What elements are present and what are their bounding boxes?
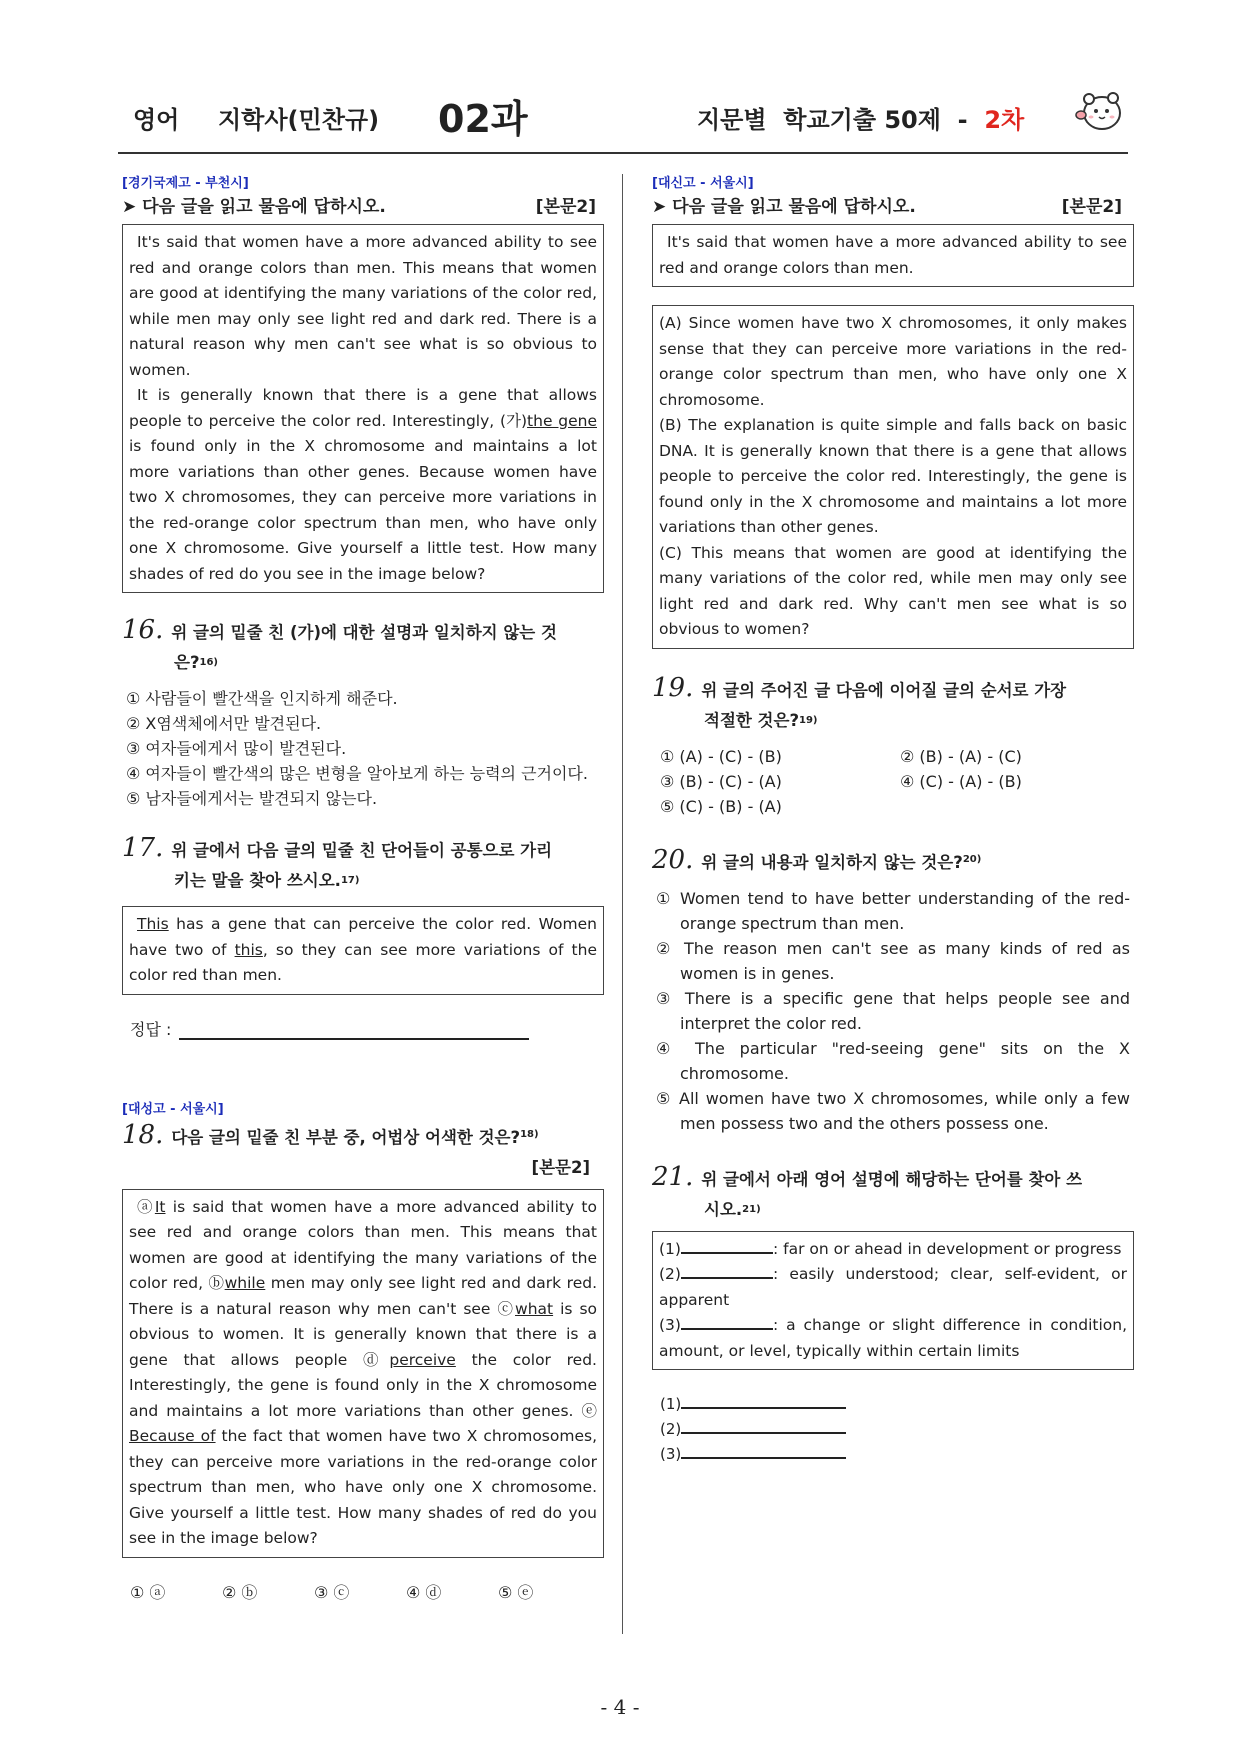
passage-paragraph-c: (C) This means that women are good at identifying the many variations of the color red, while men may only see light red and dark red. Why can't men see what is so obvious to women? bbox=[659, 543, 1127, 638]
answer-line bbox=[660, 1392, 1134, 1417]
footnote-ref: 19) bbox=[799, 714, 818, 726]
section-tag-row bbox=[122, 1153, 590, 1183]
question-text: 다음 글의 밑줄 친 부분 중, 어법상 어색한 것은? bbox=[171, 1127, 521, 1147]
options-19 bbox=[652, 744, 1134, 819]
instruction bbox=[652, 190, 1134, 218]
definition-text: : a change or slight difference in condition, amount, or level, typically within certain limits bbox=[659, 1316, 1127, 1360]
option[interactable]: ① ⓐ bbox=[130, 1582, 166, 1602]
question-text: 위 글의 밑줄 친 (가)에 대한 설명과 일치하지 않는 것 bbox=[171, 623, 557, 642]
underlined-word: perceive bbox=[389, 1350, 456, 1369]
answer-blank[interactable] bbox=[681, 1418, 846, 1434]
prompt-box bbox=[122, 906, 604, 995]
underlined-word: It bbox=[154, 1197, 166, 1216]
option[interactable]: ③ ⓒ bbox=[314, 1582, 350, 1602]
text-segment: the fact that women have two X chromosomes, they can perceive more variations in the red-orange color spectrum than men, who have only one X chromosome. Give yourself a little test. How many shades of red do you see in the image below? bbox=[129, 1427, 597, 1547]
definition-label: (1) bbox=[659, 1239, 681, 1258]
question-number: 20. bbox=[652, 844, 694, 875]
option[interactable]: ④ (C) - (A) - (B) bbox=[900, 771, 1022, 791]
passage-box bbox=[122, 1189, 604, 1558]
underlined-word: while bbox=[224, 1274, 266, 1292]
footnote-ref: 20) bbox=[962, 853, 982, 865]
definition-blank[interactable] bbox=[681, 1314, 773, 1330]
option[interactable]: ④ 여자들이 빨간색의 많은 변형을 알아보게 하는 능력의 근거이다. bbox=[126, 764, 588, 783]
text-segment: , so they can see more variations of the color red than men. bbox=[129, 940, 597, 984]
footnote-ref: 16) bbox=[199, 657, 219, 668]
question-text: 시오. bbox=[704, 1199, 743, 1219]
footnote-ref: 17) bbox=[340, 875, 360, 886]
passage-paragraph-a: (A) Since women have two X chromosomes, it only makes sense that they can perceive more variations in the red-orange color spectrum than men, who have only one X chromosome. bbox=[659, 314, 1127, 409]
option[interactable]: ② ⓑ bbox=[222, 1582, 258, 1602]
textbook-label: 지학사(민찬규) bbox=[218, 106, 380, 134]
text-segment: the color red. Interestingly, the gene is found only in the X chromosome and maintains a lot more variations than other genes. ⓔ bbox=[129, 1350, 597, 1420]
footnote-ref: 21) bbox=[742, 1203, 761, 1215]
option[interactable]: ⑤ (C) - (B) - (A) bbox=[660, 796, 782, 816]
option[interactable]: ② (B) - (A) - (C) bbox=[900, 746, 1022, 766]
series-title-prefix: 지문별 학교기출 50제 - bbox=[697, 106, 985, 134]
column-divider bbox=[622, 174, 623, 1634]
header-rule bbox=[118, 152, 1128, 154]
option[interactable]: ④ The particular "red-seeing gene" sits on the X chromosome. bbox=[656, 1038, 1130, 1083]
question-19 bbox=[652, 673, 1134, 736]
underlined-word: this bbox=[234, 940, 263, 959]
left-column bbox=[122, 172, 604, 1603]
answer-blank[interactable] bbox=[179, 1022, 529, 1040]
lesson-title: 02과 bbox=[438, 97, 528, 141]
page-number: - 4 - bbox=[600, 1695, 640, 1719]
definition-blank[interactable] bbox=[681, 1238, 773, 1254]
options-20 bbox=[652, 886, 1134, 1136]
option[interactable]: ③ (B) - (C) - (A) bbox=[660, 771, 782, 791]
underlined-word: what bbox=[515, 1299, 554, 1318]
option[interactable]: ① 사람들이 빨간색을 인지하게 해준다. bbox=[126, 689, 398, 708]
answer-label: 정답 : bbox=[130, 1019, 172, 1039]
underlined-word: Because of bbox=[129, 1427, 216, 1445]
question-text: 위 글의 주어진 글 다음에 이어질 글의 순서로 가장 bbox=[701, 680, 1067, 700]
passage-paragraph: It's said that women have a more advanced ability to see red and orange colors than men. This means that women are good at identifying the many variations of the color red, while men may only see light red and dark red. There is a natural reason why men can't see what is so obvious to women. bbox=[129, 233, 597, 379]
definition-blank[interactable] bbox=[681, 1263, 773, 1279]
answer-label: (2) bbox=[660, 1420, 682, 1438]
text-segment: It is generally known that there is a gene that allows people to perceive the color red. Interestingly, (가) bbox=[129, 386, 597, 430]
instruction-text: ➤ 다음 글을 읽고 물음에 답하시오. bbox=[652, 196, 916, 217]
text-segment: has a gene that can perceive the color red. Women have two of bbox=[129, 915, 597, 959]
question-number: 19. bbox=[652, 672, 694, 703]
options-18 bbox=[122, 1580, 604, 1603]
answer-line bbox=[660, 1442, 1134, 1467]
answer-line bbox=[660, 1417, 1134, 1442]
option[interactable]: ③ 여자들에게서 많이 발견된다. bbox=[126, 739, 347, 758]
option[interactable]: ① (A) - (C) - (B) bbox=[660, 746, 782, 766]
passage-paragraph-b: (B) The explanation is quite simple and falls back on basic DNA. It is generally known that there is a gene that allows people to perceive the color red. Interestingly, the gene is found only in the X chromosome and maintains a lot more variations than other genes. bbox=[659, 416, 1127, 536]
intro-paragraph: It's said that women have a more advanced ability to see red and orange colors than men. bbox=[659, 233, 1127, 277]
series-round: 2차 bbox=[984, 106, 1025, 134]
source-label: [경기국제고 - 부천시] bbox=[122, 176, 249, 191]
text-segment: is found only in the X chromosome and maintains a lot more variations than other genes. Because women have two X chromosomes, they can perceive more variations in the red-orange color spectrum than men, who have only one X chromosome. Give yourself a little test. How many shades of red do you see in the image below? bbox=[129, 437, 597, 583]
question-18 bbox=[122, 1120, 604, 1153]
question-text: 위 글에서 아래 영어 설명에 해당하는 단어를 찾아 쓰 bbox=[701, 1169, 1083, 1189]
question-20 bbox=[652, 845, 1134, 878]
section-tag: [본문2] bbox=[531, 1157, 590, 1177]
question-text: 적절한 것은? bbox=[704, 710, 800, 730]
option[interactable]: ⑤ 남자들에게서는 발견되지 않는다. bbox=[126, 789, 378, 808]
text-segment: ⓐ bbox=[137, 1197, 155, 1216]
passage-box bbox=[652, 305, 1134, 649]
question-16 bbox=[122, 615, 604, 678]
definition-text: : far on or ahead in development or progress bbox=[772, 1239, 1122, 1258]
question-text: 키는 말을 찾아 쓰시오. bbox=[174, 871, 341, 890]
question-number: 16. bbox=[122, 615, 164, 645]
question-21 bbox=[652, 1162, 1134, 1225]
series-title bbox=[697, 100, 1024, 135]
passage-paragraph bbox=[129, 1195, 597, 1552]
passage-paragraph bbox=[129, 383, 597, 587]
question-number: 17. bbox=[122, 833, 164, 863]
passage-box bbox=[122, 224, 604, 593]
question-number: 21. bbox=[652, 1161, 694, 1192]
option[interactable]: ① Women tend to have better understanding of the red-orange spectrum than men. bbox=[656, 888, 1130, 933]
answer-blank[interactable] bbox=[681, 1393, 846, 1409]
definition-text: : easily understood; clear, self-evident, or apparent bbox=[659, 1265, 1127, 1309]
answer-label: (3) bbox=[660, 1445, 682, 1463]
instruction bbox=[122, 190, 604, 218]
text-segment: men may only see light red and dark red. There is a natural reason why men can't see ⓒ bbox=[129, 1274, 598, 1318]
options-16 bbox=[122, 686, 604, 811]
section-tag: [본문2] bbox=[1061, 196, 1122, 217]
bear-mascot-icon bbox=[1075, 88, 1125, 134]
question-text: 은? bbox=[174, 653, 200, 672]
text-segment: is so obvious to women. It is generally known that there is a gene that allows people ⓓ bbox=[129, 1299, 598, 1369]
source-label: [대성고 - 서울시] bbox=[122, 1101, 224, 1117]
definition bbox=[659, 1237, 1127, 1263]
option[interactable]: ⑤ All women have two X chromosomes, while only a few men possess two and the others possess one. bbox=[656, 1088, 1130, 1133]
right-column bbox=[652, 172, 1134, 1467]
answer-row bbox=[122, 1017, 604, 1040]
answer-blank[interactable] bbox=[681, 1443, 846, 1459]
answer-label: (1) bbox=[660, 1395, 682, 1413]
definitions-box bbox=[652, 1231, 1134, 1371]
instruction-text: ➤ 다음 글을 읽고 물음에 답하시오. bbox=[122, 196, 386, 217]
section-tag: [본문2] bbox=[535, 196, 596, 217]
source-label: [대신고 - 서울시] bbox=[652, 176, 754, 191]
underlined-phrase: the gene bbox=[527, 411, 597, 430]
option[interactable]: ⑤ ⓔ bbox=[498, 1582, 534, 1602]
option[interactable]: ④ ⓓ bbox=[406, 1582, 442, 1602]
question-text: 위 글의 내용과 일치하지 않는 것은? bbox=[701, 852, 963, 872]
footnote-ref: 18) bbox=[520, 1128, 539, 1140]
option[interactable]: ③ There is a specific gene that helps people see and interpret the color red. bbox=[656, 988, 1130, 1033]
definition-label: (2) bbox=[659, 1265, 681, 1283]
question-17 bbox=[122, 833, 604, 896]
definition-label: (3) bbox=[659, 1316, 681, 1334]
prompt-paragraph bbox=[129, 912, 597, 989]
question-number: 18. bbox=[122, 1119, 164, 1150]
definition bbox=[659, 1262, 1127, 1313]
text-segment: is said that women have a more advanced ability to see red and orange colors than men. This means that women are good at identifying the many variations of the color red, ⓑ bbox=[129, 1197, 597, 1292]
question-text: 위 글에서 다음 글의 밑줄 친 단어들이 공통으로 가리 bbox=[171, 841, 553, 860]
intro-box bbox=[652, 224, 1134, 287]
subject-label: 영어 bbox=[133, 106, 180, 134]
answer-blanks bbox=[652, 1392, 1134, 1467]
option[interactable]: ② The reason men can't see as many kinds of red as women is in genes. bbox=[656, 938, 1130, 983]
underlined-word: This bbox=[137, 915, 169, 933]
definition bbox=[659, 1313, 1127, 1364]
option[interactable]: ② X염색체에서만 발견된다. bbox=[126, 714, 322, 733]
